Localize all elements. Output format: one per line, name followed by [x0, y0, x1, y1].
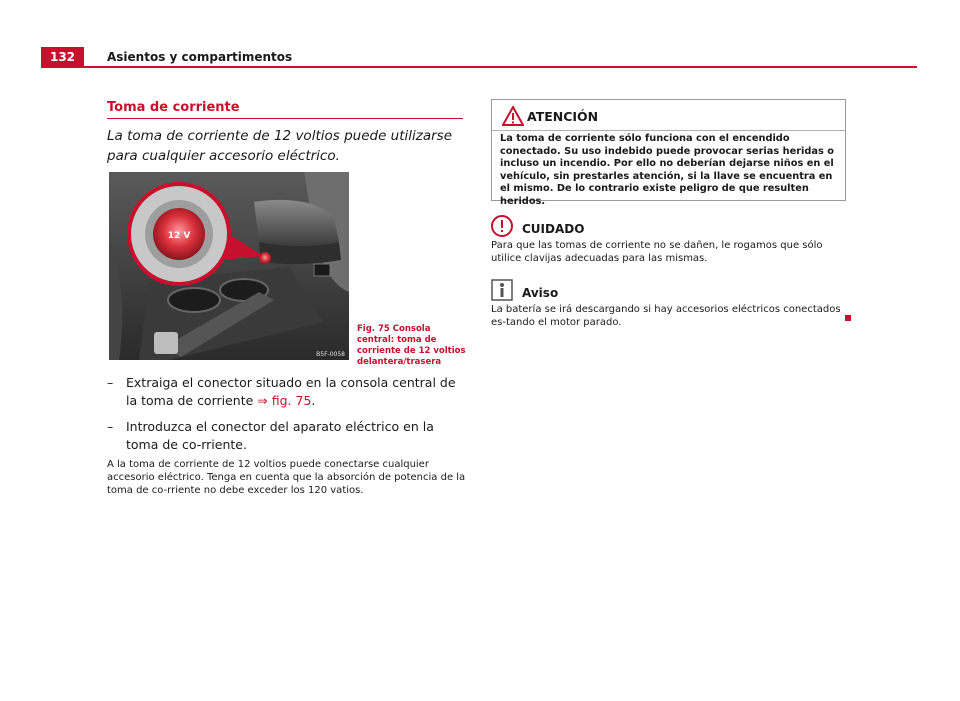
warning-title: ATENCIÓN — [527, 109, 599, 124]
step-text-body: Extraiga el conector situado en la consola central de la toma de corriente — [126, 375, 456, 408]
section-rule — [107, 118, 463, 119]
section-intro: La toma de corriente de 12 voltios puede utilizarse para cualquier accesorio eléctrico. — [107, 128, 453, 164]
step-dash: – — [107, 375, 114, 390]
step-text: Introduzca el conector del aparato eléctrico en la toma de co-rriente. — [126, 419, 434, 452]
note-text: La batería se irá descargando si hay accesorios eléctricos conectados es-tando el motor parado. — [491, 304, 841, 328]
warning-triangle-icon — [502, 106, 524, 126]
figure-reference-link[interactable]: ⇒ fig. 75 — [257, 393, 312, 408]
section-end-marker — [845, 315, 851, 321]
body-paragraph: A la toma de corriente de 12 voltios puede conectarse cualquier accesorio eléctrico. Tenga en cuenta que la absorción de potencia de la toma de co-rriente no debe exceder los 120 vatios. — [107, 459, 466, 496]
caution-text: Para que las tomas de corriente no se dañen, le rogamos que sólo utilice clavijas adecuadas para las mismas. — [491, 240, 823, 264]
section-title: Toma de corriente — [107, 100, 240, 115]
step-text-end: . — [311, 393, 316, 408]
chapter-title: Asientos y compartimentos — [107, 50, 293, 64]
page-number: 132 — [41, 47, 84, 67]
step-dash: – — [107, 419, 114, 434]
caution-title: CUIDADO — [522, 222, 585, 236]
image-code: B5F-0058 — [316, 351, 345, 358]
figure-caption: Fig. 75 Consola central: toma de corriente de 12 voltios delantera/trasera — [357, 324, 466, 367]
socket-label: 12 V — [167, 231, 191, 241]
warning-box — [491, 99, 846, 207]
header-rule — [41, 66, 917, 68]
caution-circle-icon — [491, 215, 513, 237]
console-photo — [109, 172, 349, 360]
step-text — [126, 374, 467, 410]
step-item — [107, 418, 467, 454]
warning-text: La toma de corriente sólo funciona con el encendido conectado. Su uso indebido puede provocar serias heridas o incluso un incendio. Por ello no deberían dejarse niños en el vehículo, sin prestarles atención, si la llave se encuentra en el mismo. De lo contrario existe peligro de que resulten heridos. — [500, 133, 835, 207]
step-item — [107, 374, 467, 410]
note-title: Aviso — [522, 286, 559, 300]
info-note-icon — [491, 279, 513, 301]
warning-header — [492, 100, 845, 131]
